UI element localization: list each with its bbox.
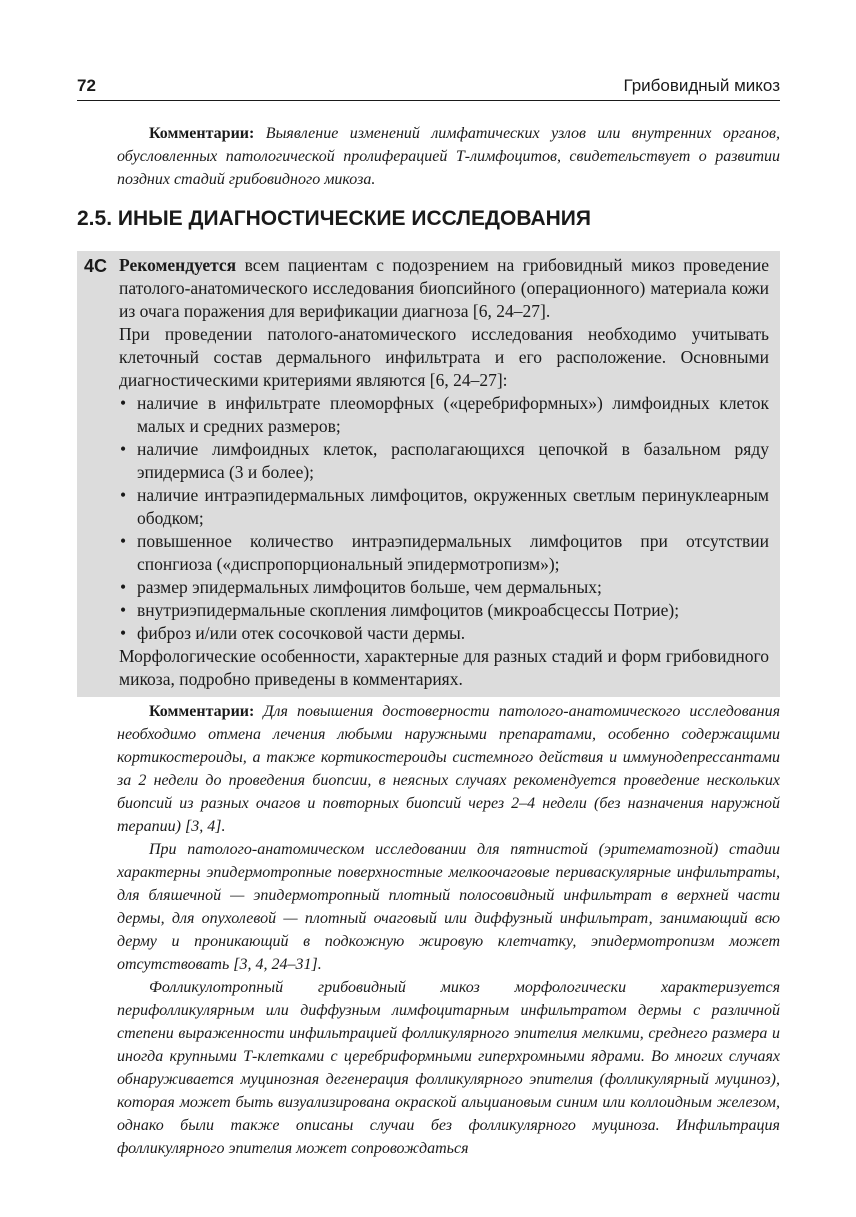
recommendation-lead: Рекомендуется (119, 255, 237, 275)
recommendation-body (119, 254, 769, 691)
list-item: • фиброз и/или отек сосочковой части дермы. (119, 622, 769, 645)
list-item: • повышенное количество интраэпидермальных лимфоцитов при отсутствии спонгиоза («диспропорциональный эпидермотропизм»); (119, 530, 769, 576)
recommendation-text: всем пациентам с подозрением на грибовидный микоз проведение патолого-анатомического исследования биопсийного (операционного) материала кожи из очага поражения для верификации диагноза [6, 24–27]. (119, 255, 770, 321)
recommendation-paragraph (119, 254, 769, 323)
running-title: Грибовидный микоз (623, 76, 780, 95)
list-item: • наличие лимфоидных клеток, располагающихся цепочкой в базальном ряду эпидермиса (3 и более); (119, 438, 769, 484)
comment-paragraph: При патолого-анатомическом исследовании для пятнистой (эритематозной) стадии характерны эпидермотропные поверхностные мелкоочаговые периваскулярные инфильтраты, для бляшечной — эпидермотропный плотный полосовидный инфильтрат в верхней части дермы, для опухолевой — плотный очаговый или диффузный инфильтрат, занимающий всю дерму и проникающий в подкожную жировую клетчатку, эпидермотропизм может отсутствовать [3, 4, 24–31]. (117, 841, 780, 973)
recommendation-footer: Морфологические особенности, характерные для разных стадий и форм грибовидного микоза, подробно приведены в комментариях. (119, 646, 769, 689)
comment-text: Выявление изменений лимфатических узлов или внутренних органов, обусловленных патологической пролиферацией Т-лимфоцитов, свидетельствует о развитии поздних стадий грибовидного микоза. (117, 125, 780, 188)
comment-text: Для повышения достоверности патолого-анатомического исследования необходимо отмена лечения любыми наружными препаратами, особенно содержащими кортикостероиды, а также кортикостероиды системного действия и иммунодепрессантами за 2 недели до проведения биопсии, в неясных случаях рекомендуется проведение нескольких биопсий из разных очагов и повторных биопсий через 2–4 недели (без назначения наружной терапии) [3, 4]. (117, 703, 781, 835)
list-item: • размер эпидермальных лимфоцитов больше, чем дермальных; (119, 576, 769, 599)
list-item: • внутриэпидермальные скопления лимфоцитов (микроабсцессы Потрие); (119, 599, 769, 622)
section-title: 2.5. ИНЫЕ ДИАГНОСТИЧЕСКИЕ ИССЛЕДОВАНИЯ (77, 207, 591, 230)
criteria-list (119, 392, 769, 645)
criteria-intro: При проведении патолого-анатомического исследования необходимо учитывать клеточный состав дермального инфильтрата и его расположение. Основными диагностическими критериями являются [6, 24–27]: (119, 324, 769, 390)
comment-paragraph (117, 122, 780, 191)
list-item: • наличие интраэпидермальных лимфоцитов, окруженных светлым перинуклеарным ободком; (119, 484, 769, 530)
comments-section (117, 700, 780, 1160)
comment-label: Комментарии: (149, 125, 255, 142)
comment-label: Комментарии: (149, 703, 255, 720)
page-number: 72 (77, 76, 96, 95)
list-item: • наличие в инфильтрате плеоморфных («церебриформных») лимфоидных клеток малых и средних размеров; (119, 392, 769, 438)
comment-paragraph (117, 700, 780, 838)
running-header (77, 74, 780, 101)
comment-paragraph: Фолликулотропный грибовидный микоз морфологически характеризуется перифолликулярным или диффузным лимфоцитарным инфильтратом дермы с различной степени выраженности инфильтрацией фолликулярного эпителия мелкими, среднего размера и иногда крупными Т-клетками с церебриформными гиперхромными ядрами. Во многих случаях обнаруживается муцинозная дегенерация фолликулярного эпителия (фолликулярный муциноз), которая может быть визуализирована окраской альциановым синим или коллоидным железом, однако были также описаны случаи без фолликулярного муциноза. Инфильтрация фолликулярного эпителия может сопровождаться (117, 979, 780, 1157)
evidence-level-badge: 4С (84, 256, 108, 276)
